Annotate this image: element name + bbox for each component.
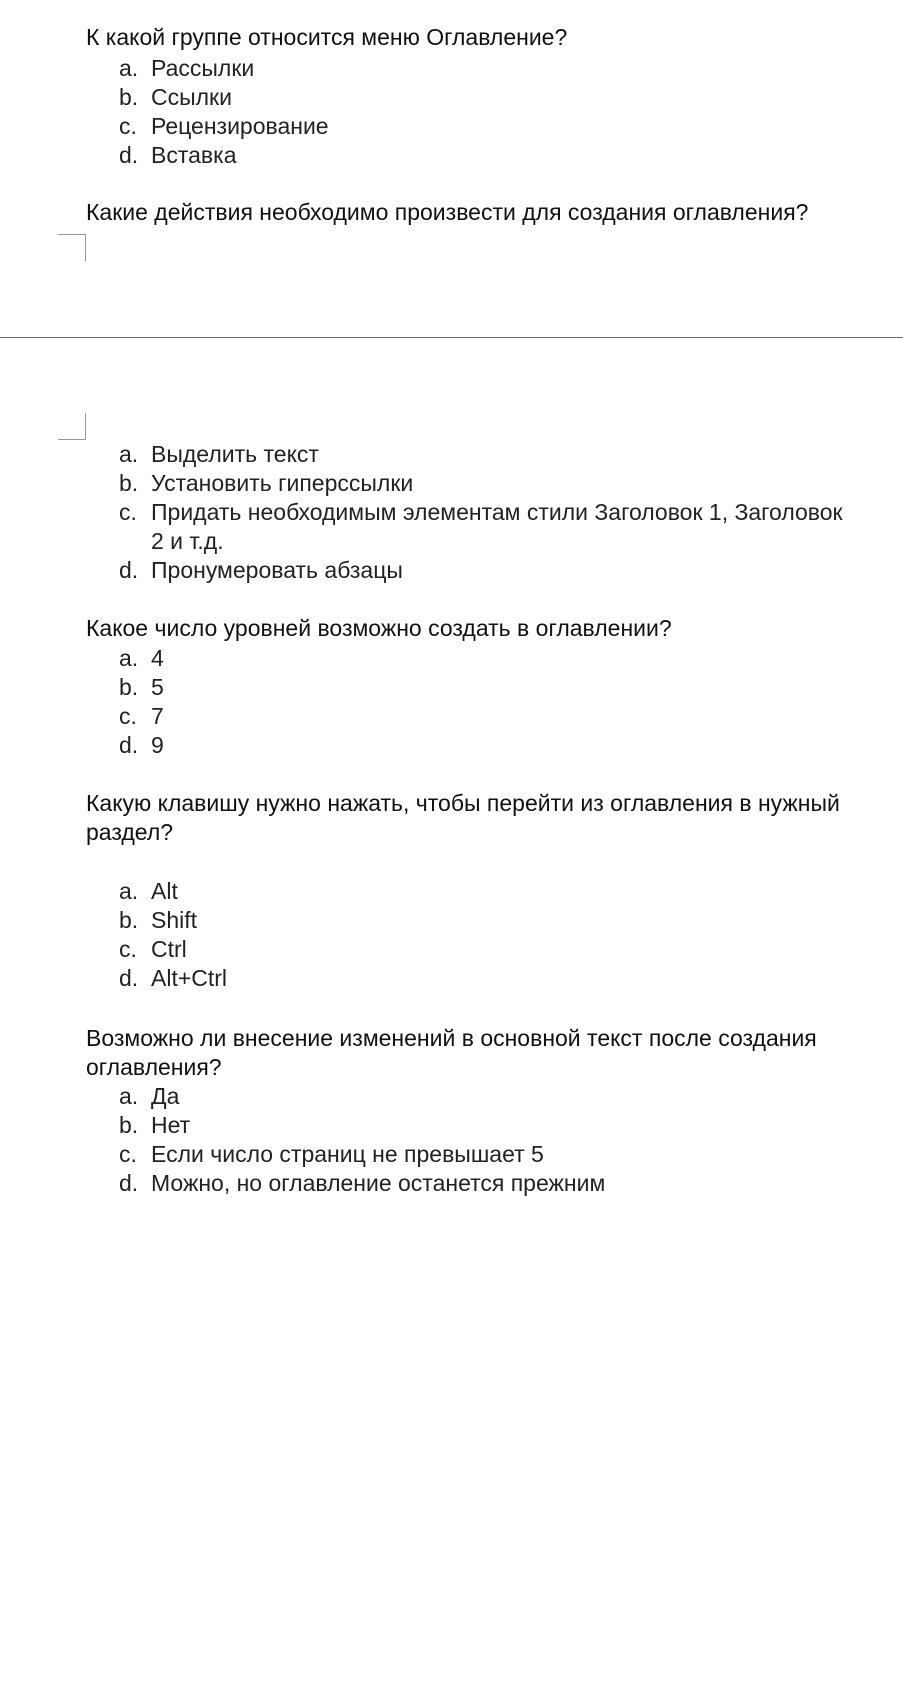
option-item	[0, 702, 903, 731]
option-item	[0, 906, 903, 935]
question-5-text: Возможно ли внесение изменений в основной текст после создания оглавления?	[86, 1025, 817, 1080]
option-letter: a.	[119, 441, 139, 467]
option-letter: d.	[119, 1170, 139, 1196]
option-letter: d.	[119, 732, 139, 758]
option-item	[0, 556, 903, 585]
page-corner-mark	[58, 413, 86, 440]
option-item	[0, 964, 903, 993]
option-item	[0, 112, 903, 141]
option-item	[0, 440, 903, 469]
option-item	[0, 141, 903, 170]
option-text: Нет	[151, 1112, 191, 1138]
option-text: 5	[151, 674, 164, 700]
option-letter: d.	[119, 557, 139, 583]
option-text: Ctrl	[151, 936, 187, 962]
option-text: Если число страниц не превышает 5	[151, 1141, 544, 1167]
option-text: Да	[151, 1083, 180, 1109]
option-text: Выделить текст	[151, 441, 319, 467]
option-letter: a.	[119, 878, 139, 904]
option-text: Пронумеровать абзацы	[151, 557, 403, 583]
question-4-text: Какую клавишу нужно нажать, чтобы перейти из оглавления в нужный раздел?	[86, 790, 840, 845]
option-letter: c.	[119, 703, 137, 729]
question-4-options	[0, 877, 903, 993]
option-letter: c.	[119, 936, 137, 962]
question-5-options	[0, 1082, 903, 1198]
option-letter: b.	[119, 674, 139, 700]
option-letter: a.	[119, 645, 139, 671]
document-page-2	[0, 339, 903, 1686]
document-page-1	[0, 0, 903, 337]
option-letter: c.	[119, 1141, 137, 1167]
question-1-text: К какой группе относится меню Оглавление?	[86, 24, 568, 50]
option-item	[0, 1082, 903, 1111]
option-text: Придать необходимым элементам стили Заголовок 1, Заголовок 2 и т.д.	[151, 499, 843, 554]
option-item	[0, 469, 903, 498]
option-text: 9	[151, 732, 164, 758]
option-text: Alt+Ctrl	[151, 965, 228, 991]
option-text: Shift	[151, 907, 198, 933]
option-letter: b.	[119, 84, 139, 110]
option-letter: b.	[119, 1112, 139, 1138]
option-letter: a.	[119, 1083, 139, 1109]
option-text: Можно, но оглавление останется прежним	[151, 1170, 606, 1196]
option-item	[0, 935, 903, 964]
option-text: Alt	[151, 878, 178, 904]
option-text: 7	[151, 703, 164, 729]
page-break-divider	[0, 337, 903, 338]
option-text: Рассылки	[151, 55, 255, 81]
option-text: Ссылки	[151, 84, 232, 110]
option-letter: d.	[119, 965, 139, 991]
question-2-options	[0, 440, 903, 585]
option-item	[0, 54, 903, 83]
question-3-options	[0, 644, 903, 760]
option-item	[0, 1169, 903, 1198]
option-item	[0, 644, 903, 673]
option-letter: b.	[119, 470, 139, 496]
option-letter: d.	[119, 142, 139, 168]
option-text: 4	[151, 645, 164, 671]
option-item	[0, 83, 903, 112]
option-item	[0, 498, 903, 556]
option-letter: b.	[119, 907, 139, 933]
question-1-options	[0, 54, 903, 170]
option-item	[0, 673, 903, 702]
option-item	[0, 1140, 903, 1169]
page-corner-mark	[58, 234, 86, 261]
option-letter: a.	[119, 55, 139, 81]
option-letter: c.	[119, 113, 137, 139]
option-letter: c.	[119, 499, 137, 525]
option-text: Рецензирование	[151, 113, 329, 139]
question-2-text: Какие действия необходимо произвести для создания оглавления?	[86, 199, 809, 225]
option-text: Вставка	[151, 142, 237, 168]
option-text: Установить гиперссылки	[151, 470, 414, 496]
option-item	[0, 731, 903, 760]
question-3-text: Какое число уровней возможно создать в оглавлении?	[86, 615, 672, 641]
option-item	[0, 1111, 903, 1140]
option-item	[0, 877, 903, 906]
